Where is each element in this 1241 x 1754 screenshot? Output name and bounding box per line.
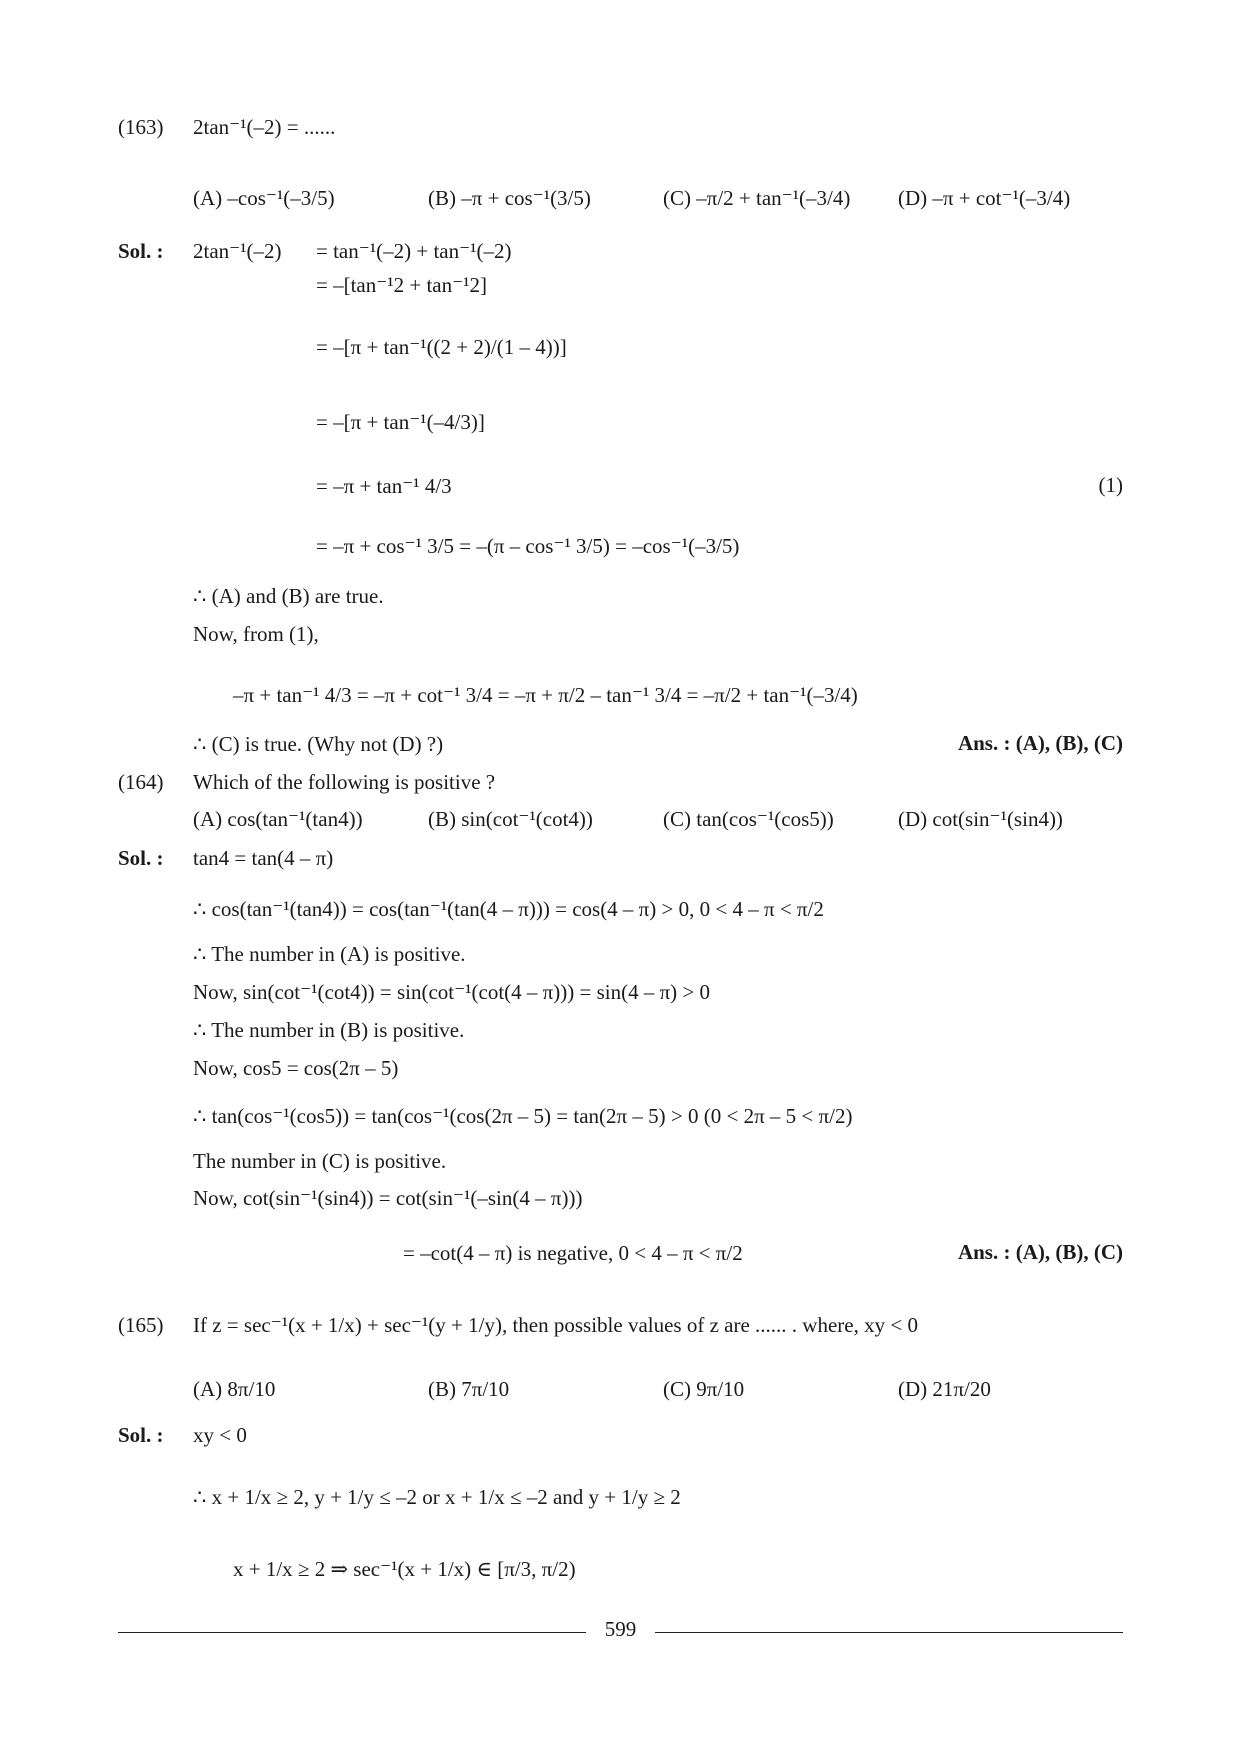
q164-sol-line-10: = –cot(4 – π) is negative, 0 < 4 – π < π/2: [403, 1241, 743, 1265]
q165-sol-line-3: x + 1/x ≥ 2 ⇒ sec⁻¹(x + 1/x) ∈ [π/3, π/2): [233, 1557, 576, 1581]
q165-number: (165): [118, 1313, 164, 1337]
q165-option-b: (B) 7π/10: [428, 1377, 510, 1401]
q163-conclusion-1: ∴ (A) and (B) are true.: [193, 584, 384, 608]
q164-sol-line-8: The number in (C) is positive.: [193, 1149, 447, 1173]
q164-sol-line-6: Now, cos5 = cos(2π – 5): [193, 1056, 399, 1080]
page-number: 599: [604, 1617, 637, 1641]
q163-number: (163): [118, 115, 164, 139]
q164-sol-line-4: Now, sin(cot⁻¹(cot4)) = sin(cot⁻¹(cot(4 – π))) = sin(4 – π) > 0: [193, 980, 711, 1004]
q164-sol-line-9: Now, cot(sin⁻¹(sin4)) = cot(sin⁻¹(–sin(4 – π))): [193, 1186, 583, 1210]
q164-option-d: (D) cot(sin⁻¹(sin4)): [898, 807, 1063, 831]
q164-option-b: (B) sin(cot⁻¹(cot4)): [428, 807, 593, 831]
q163-step-5: = –π + tan⁻¹ 4/3: [316, 474, 452, 498]
q163-option-c: (C) –π/2 + tan⁻¹(–3/4): [663, 186, 851, 210]
q163-eq-number: (1): [1098, 473, 1123, 497]
q163-step-4: = –[π + tan⁻¹(–4/3)]: [316, 410, 485, 434]
q164-question: Which of the following is positive ?: [193, 770, 496, 794]
q165-option-a: (A) 8π/10: [193, 1377, 276, 1401]
q163-option-d: (D) –π + cot⁻¹(–3/4): [898, 186, 1071, 210]
q165-option-d: (D) 21π/20: [898, 1377, 991, 1401]
q163-step-2: = –[tan⁻¹2 + tan⁻¹2]: [316, 273, 487, 297]
q163-answer: Ans. : (A), (B), (C): [957, 731, 1123, 755]
q164-sol-label: Sol. :: [118, 846, 164, 870]
q164-sol-line-7: ∴ tan(cos⁻¹(cos5)) = tan(cos⁻¹(cos(2π – 5) = tan(2π – 5) > 0 (0 < 2π – 5 < π/2): [193, 1104, 853, 1128]
q164-number: (164): [118, 770, 164, 794]
q163-conclusion-2: ∴ (C) is true. (Why not (D) ?): [193, 732, 444, 756]
q163-derivation: –π + tan⁻¹ 4/3 = –π + cot⁻¹ 3/4 = –π + π/2 – tan⁻¹ 3/4 = –π/2 + tan⁻¹(–3/4): [233, 683, 858, 707]
q164-option-a: (A) cos(tan⁻¹(tan4)): [193, 807, 363, 831]
q163-step-6: = –π + cos⁻¹ 3/5 = –(π – cos⁻¹ 3/5) = –cos⁻¹(–3/5): [316, 534, 740, 558]
q164-sol-line-3: ∴ The number in (A) is positive.: [193, 942, 466, 966]
q165-sol-label: Sol. :: [118, 1423, 164, 1447]
q164-sol-line-5: ∴ The number in (B) is positive.: [193, 1018, 465, 1042]
q165-sol-line-2: ∴ x + 1/x ≥ 2, y + 1/y ≤ –2 or x + 1/x ≤ –2 and y + 1/y ≥ 2: [193, 1485, 681, 1509]
q163-sol-lead: 2tan⁻¹(–2): [193, 239, 282, 263]
q164-sol-line-2: ∴ cos(tan⁻¹(tan4)) = cos(tan⁻¹(tan(4 – π))) = cos(4 – π) > 0, 0 < 4 – π < π/2: [193, 897, 824, 921]
q164-sol-line-1: tan4 = tan(4 – π): [193, 846, 334, 870]
q164-answer: Ans. : (A), (B), (C): [957, 1240, 1123, 1264]
q163-option-a: (A) –cos⁻¹(–3/5): [193, 186, 335, 210]
q163-now-from: Now, from (1),: [193, 622, 319, 646]
q163-option-b: (B) –π + cos⁻¹(3/5): [428, 186, 591, 210]
q163-step-3: = –[π + tan⁻¹((2 + 2)/(1 – 4))]: [316, 335, 567, 359]
q165-option-c: (C) 9π/10: [663, 1377, 745, 1401]
q163-sol-label: Sol. :: [118, 239, 164, 263]
q165-question: If z = sec⁻¹(x + 1/x) + sec⁻¹(y + 1/y), then possible values of z are ...... . where, xy < 0: [193, 1313, 918, 1337]
q164-option-c: (C) tan(cos⁻¹(cos5)): [663, 807, 834, 831]
q165-sol-line-1: xy < 0: [193, 1423, 247, 1447]
q163-step-1: = tan⁻¹(–2) + tan⁻¹(–2): [316, 239, 512, 263]
q163-question: 2tan⁻¹(–2) = ......: [193, 115, 336, 139]
